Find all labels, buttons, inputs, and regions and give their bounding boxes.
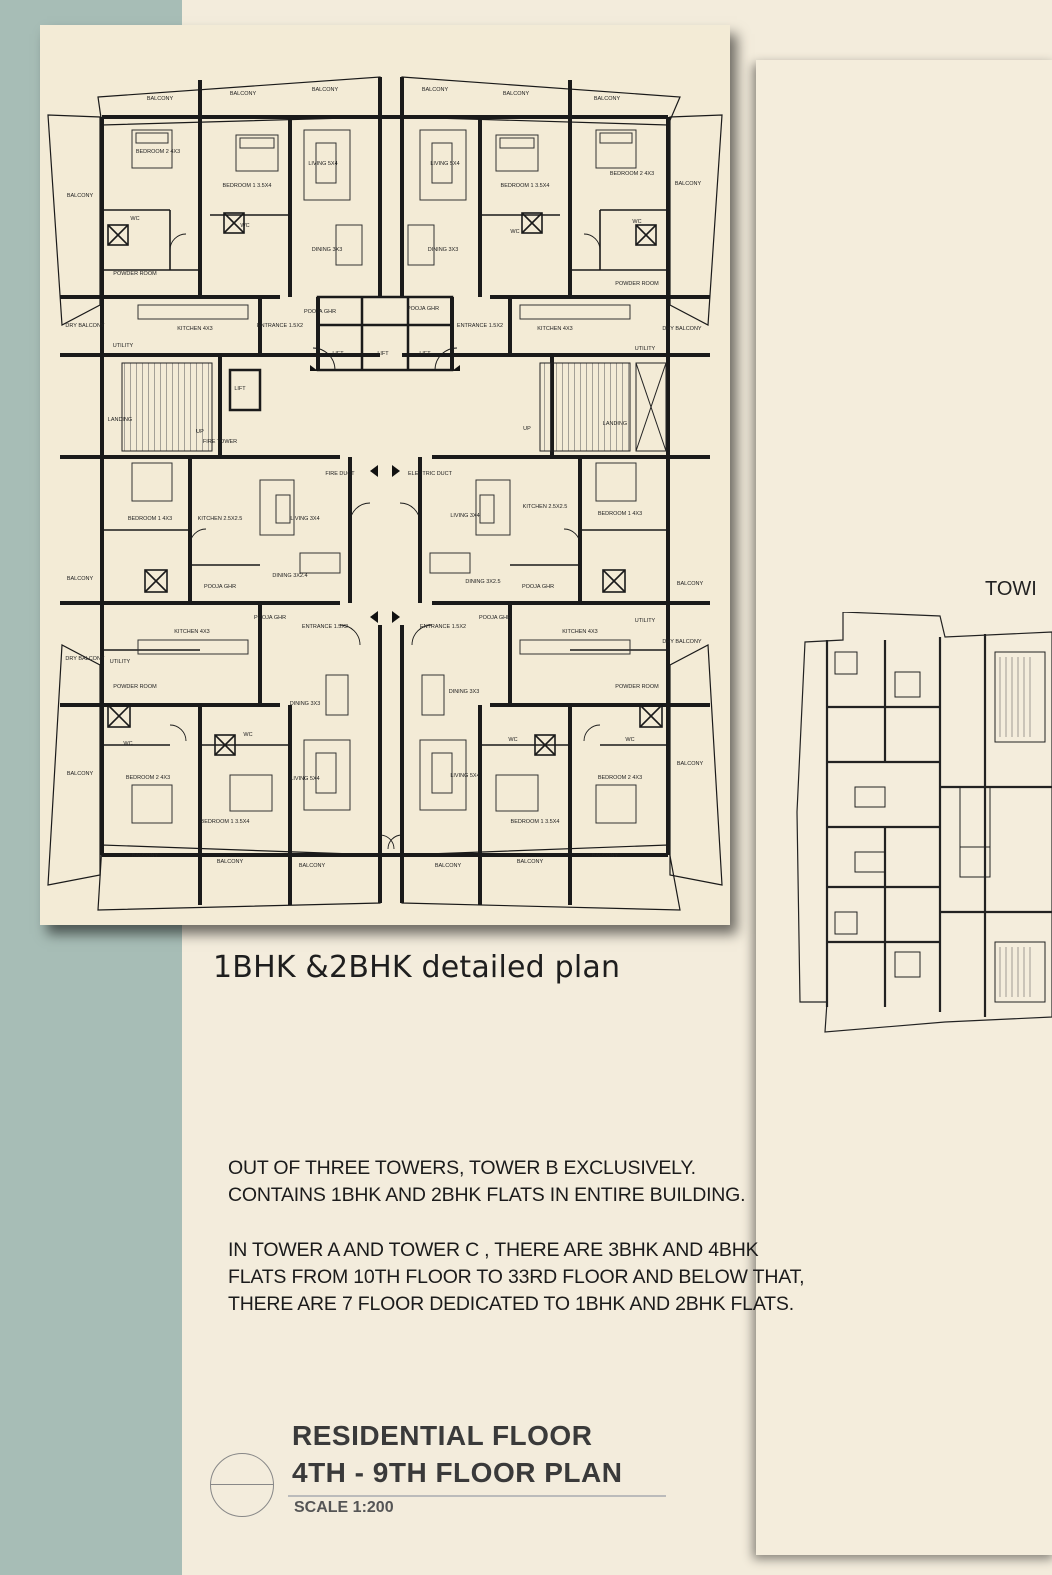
room-label: UTILITY [112,343,134,349]
room-label: KITCHEN 4X3 [537,326,573,332]
room-label: FIRE TOWER [202,439,238,445]
description-line: FLATS FROM 10TH FLOOR TO 33RD FLOOR AND BELOW THAT, [228,1266,805,1288]
room-label: KITCHEN 4X3 [177,326,213,332]
room-label: UTILITY [634,346,656,352]
room-label: LANDING [602,421,628,427]
label-balcony-top-left: BALCONY [146,96,174,102]
room-label: BALCONY [131,853,159,859]
room-label: BALCONY [421,87,449,93]
room-label: BALCONY [311,87,339,93]
room-label: BALCONY [229,91,257,97]
room-label: POOJA GHR [203,584,237,590]
room-label: POOJA GHR [521,584,555,590]
room-label: POOJA GHR [478,615,512,621]
room-label: BEDROOM 1 4X3 [127,516,173,522]
room-label: BEDROOM 1 4X3 [597,511,643,517]
room-label: UP [523,426,531,432]
description-line: THERE ARE 7 FLOOR DEDICATED TO 1BHK AND 2BHK FLATS. [228,1293,794,1315]
room-label: ENTRANCE 1.5X2 [419,624,467,630]
room-label: LIFT [234,386,246,392]
room-label: UP [196,429,204,435]
room-label: KITCHEN 2.5X2.5 [522,504,568,510]
room-label: WC [632,219,642,225]
room-label: LIVING 5X4 [450,773,480,779]
room-label: KITCHEN 4X3 [562,629,598,635]
room-label: UTILITY [109,659,131,665]
room-label: DINING 3X3 [448,689,480,695]
room-label: LIVING 5X4 [430,161,460,167]
title-marker-line [210,1484,274,1485]
room-label: BALCONY [66,771,94,777]
room-label: WC [243,732,253,738]
room-label: BALCONY [502,91,530,97]
room-label: BEDROOM 2 4X3 [609,171,655,177]
room-label: LANDING [107,417,133,423]
title-marker-circle [210,1453,274,1517]
description-line: OUT OF THREE TOWERS, TOWER B EXCLUSIVELY. [228,1157,696,1179]
room-label: KITCHEN 4X3 [174,629,210,635]
room-label: UTILITY [634,618,656,624]
tower-a-c-description [228,1237,804,1318]
room-label: KITCHEN 2.5X2.5 [197,516,243,522]
room-label: BEDROOM 2 4X3 [597,775,643,781]
room-label: POWDER ROOM [113,271,157,277]
room-label: DINING 3X3 [427,247,459,253]
room-label: DRY BALCONY [662,326,702,332]
room-label: POWDER ROOM [615,684,659,690]
room-label: BALCONY [676,581,704,587]
room-label: BALCONY [593,96,621,102]
room-label: ENTRANCE 1.5X2 [456,323,504,329]
tower-floor-plan-thumbnail [795,612,1052,1037]
drawing-title: RESIDENTIAL FLOOR [292,1420,593,1451]
room-label: POWDER ROOM [113,684,157,690]
room-label: WC [510,229,520,235]
room-label: LIVING 3X4 [450,513,480,519]
room-label: BALCONY [216,859,244,865]
room-label: ENTRANCE 1.5X2 [301,624,349,630]
room-label: POOJA GHR [253,615,287,621]
room-label: BALCONY [66,576,94,582]
room-label: POOJA GHR [303,309,337,315]
room-label: ELECTRIC DUCT [407,471,453,477]
room-label: WC [240,223,250,229]
room-label: ENTRANCE 1.5X2 [256,323,304,329]
floor-plan-drawing [40,25,730,925]
room-label: BALCONY [676,761,704,767]
drawing-title-block [210,1415,670,1535]
room-label: BEDROOM 1 3.5X4 [500,183,550,189]
room-label: DRY BALCONY [662,639,702,645]
room-label: BEDROOM 1 3.5X4 [222,183,272,189]
room-label: DINING 3X3 [311,247,343,253]
tower-b-description [228,1155,745,1209]
room-label: WC [130,216,140,222]
drawing-subtitle: 4TH - 9TH FLOOR PLAN [292,1457,623,1488]
room-label: POWDER ROOM [615,281,659,287]
room-label: WC [123,741,133,747]
room-label: BEDROOM 2 4X3 [135,149,181,155]
room-label: LIVING 5X4 [308,161,338,167]
room-label: WC [508,737,518,743]
description-line: IN TOWER A AND TOWER C , THERE ARE 3BHK AND 4BHK [228,1239,759,1261]
room-label: BALCONY [516,859,544,865]
title-underline [288,1495,666,1497]
room-label: LIVING 3X4 [290,516,320,522]
room-label: LIFT [332,351,344,357]
room-label: DINING 3X2.5 [465,579,501,585]
description-line: CONTAINS 1BHK AND 2BHK FLATS IN ENTIRE BUILDING. [228,1184,746,1206]
room-label: BALCONY [434,863,462,869]
room-label: LIFT [419,351,431,357]
room-label: BALCONY [66,193,94,199]
room-label: DRY BALCONY [65,656,105,662]
room-label: BALCONY [591,853,619,859]
room-label: BALCONY [298,863,326,869]
room-label: BEDROOM 2 4X3 [125,775,171,781]
plan-caption: 1BHK &2BHK detailed plan [213,950,621,985]
room-label: BALCONY [674,181,702,187]
room-label: BEDROOM 1 3.5X4 [200,819,250,825]
room-label: LIVING 5X4 [290,776,320,782]
room-label: LIFT [377,351,389,357]
room-label: BEDROOM 1 3.5X4 [510,819,560,825]
tower-label: TOWI [985,578,1037,600]
room-label: WC [625,737,635,743]
room-label: POOJA GHR [406,306,440,312]
room-label: DINING 3X2.4 [272,573,308,579]
drawing-scale: SCALE 1:200 [294,1499,394,1516]
floor-plan-card [40,25,730,925]
room-label: DINING 3X3 [289,701,321,707]
room-label: DRY BALCONY [65,323,105,329]
room-label: FIRE DUCT [325,471,355,477]
